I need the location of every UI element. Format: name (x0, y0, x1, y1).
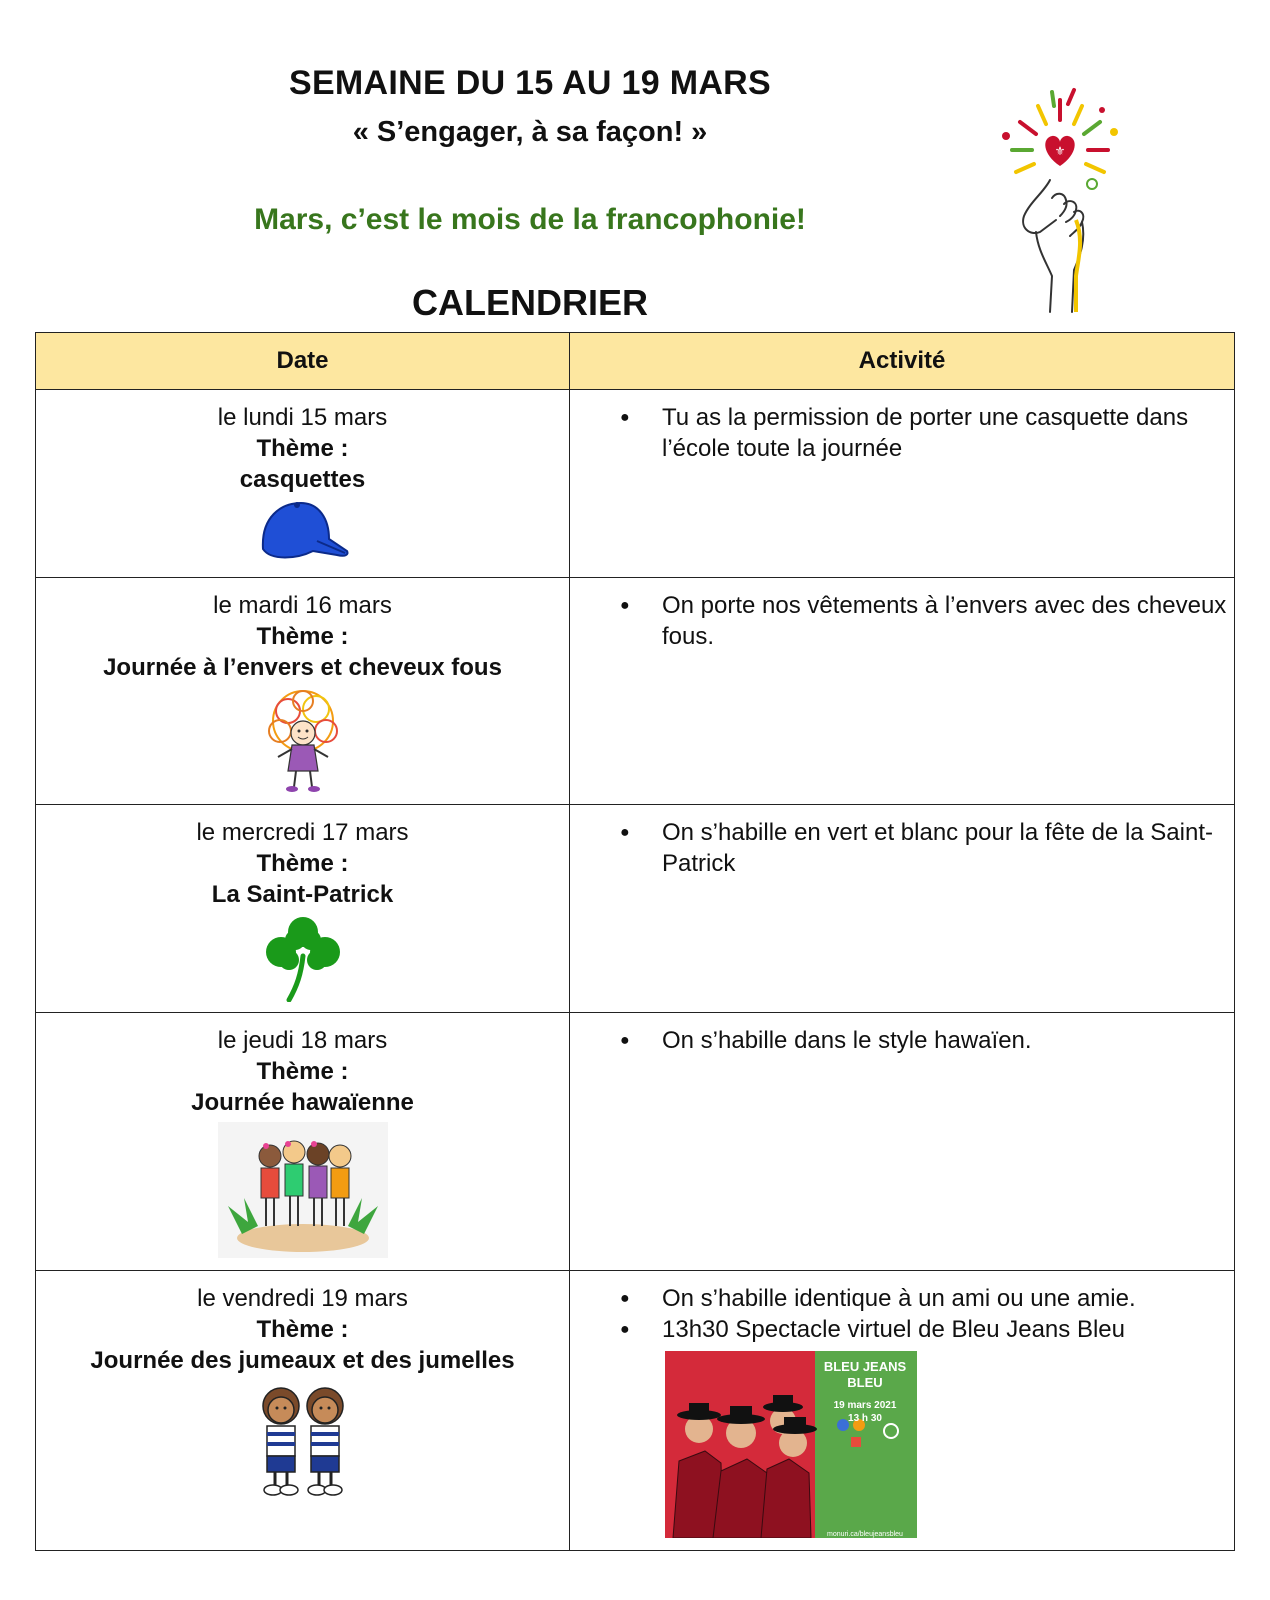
blue-cap-icon (257, 499, 349, 561)
day-label: le jeudi 18 mars (217, 1027, 388, 1054)
table-row (36, 1013, 1235, 1271)
activity-item: ● Tu as la permission de porter une casquette dans l’école toute la journée (662, 402, 1234, 464)
shamrock-icon (261, 914, 345, 1002)
table-row (36, 1271, 1235, 1551)
activity-item: ● On s’habille en vert et blanc pour la fête de la Saint-Patrick (662, 817, 1234, 879)
activity-item: ● On porte nos vêtements à l’envers avec des cheveux fous. (662, 590, 1234, 652)
activity-cell (570, 805, 1235, 1013)
poster-time: 13 h 30 (848, 1413, 882, 1424)
date-cell (36, 805, 570, 1013)
activity-item: ● On s’habille identique à un ami ou une amie. (662, 1283, 1234, 1314)
activity-cell (570, 1271, 1235, 1551)
calendar-heading: CALENDRIER (411, 282, 648, 323)
activity-calendar-table (35, 332, 1235, 1551)
activity-item: ● On s’habille dans le style hawaïen. (662, 1025, 1234, 1056)
activity-list (570, 1025, 1234, 1056)
table-header-row (36, 333, 1235, 390)
theme-name: casquettes (239, 466, 366, 493)
activity-column-header: Activité (570, 333, 1235, 390)
date-cell (36, 390, 570, 578)
date-cell (36, 578, 570, 805)
date-cell (36, 1013, 570, 1271)
poster-url: monuri.ca/bleujeansbleu (827, 1531, 903, 1538)
theme-name: Journée des jumeaux et des jumelles (90, 1347, 515, 1374)
poster-date: 19 mars 2021 (833, 1400, 897, 1411)
page-header (0, 0, 1270, 330)
table-row (36, 578, 1235, 805)
hawaiian-kids-illustration (218, 1122, 388, 1258)
theme-label: Thème : (256, 1058, 349, 1085)
day-label: le lundi 15 mars (217, 404, 388, 431)
francophonie-tagline: Mars, c’est le mois de la francophonie! (254, 203, 806, 236)
page-subtitle: « S’engager, à sa façon! » (352, 116, 708, 148)
poster-title-line: BLEU JEANS (823, 1359, 907, 1374)
day-label: le mercredi 17 mars (196, 819, 409, 846)
activity-cell (570, 578, 1235, 805)
poster-title (817, 1359, 913, 1391)
activity-list (570, 590, 1234, 652)
theme-label: Thème : (256, 623, 349, 650)
activity-list (570, 1283, 1234, 1345)
theme-name: Journée hawaïenne (191, 1089, 414, 1116)
theme-label: Thème : (256, 850, 349, 877)
activity-list (570, 402, 1234, 464)
date-cell (36, 1271, 570, 1551)
activity-cell (570, 1013, 1235, 1271)
crazy-hair-kid-illustration (258, 687, 348, 795)
day-label: le mardi 16 mars (213, 592, 392, 619)
bleu-jeans-bleu-poster (665, 1351, 917, 1538)
date-column-header: Date (36, 333, 570, 390)
poster-datetime (817, 1399, 913, 1425)
twins-illustration (245, 1380, 361, 1498)
activity-cell (570, 390, 1235, 578)
page-title: SEMAINE DU 15 AU 19 MARS (288, 64, 772, 102)
activity-item: ● 13h30 Spectacle virtuel de Bleu Jeans Bleu (662, 1314, 1234, 1345)
poster-title-line: BLEU (847, 1375, 883, 1390)
theme-name: La Saint-Patrick (211, 881, 394, 908)
theme-name: Journée à l’envers et cheveux fous (103, 654, 502, 681)
table-row (36, 390, 1235, 578)
table-row (36, 805, 1235, 1013)
activity-list (570, 817, 1234, 879)
svg-text:⚜: ⚜ (1054, 144, 1066, 158)
day-label: le vendredi 19 mars (197, 1285, 408, 1312)
theme-label: Thème : (256, 1316, 349, 1343)
theme-label: Thème : (256, 435, 349, 462)
francophonie-heart-hand-logo (990, 80, 1130, 315)
